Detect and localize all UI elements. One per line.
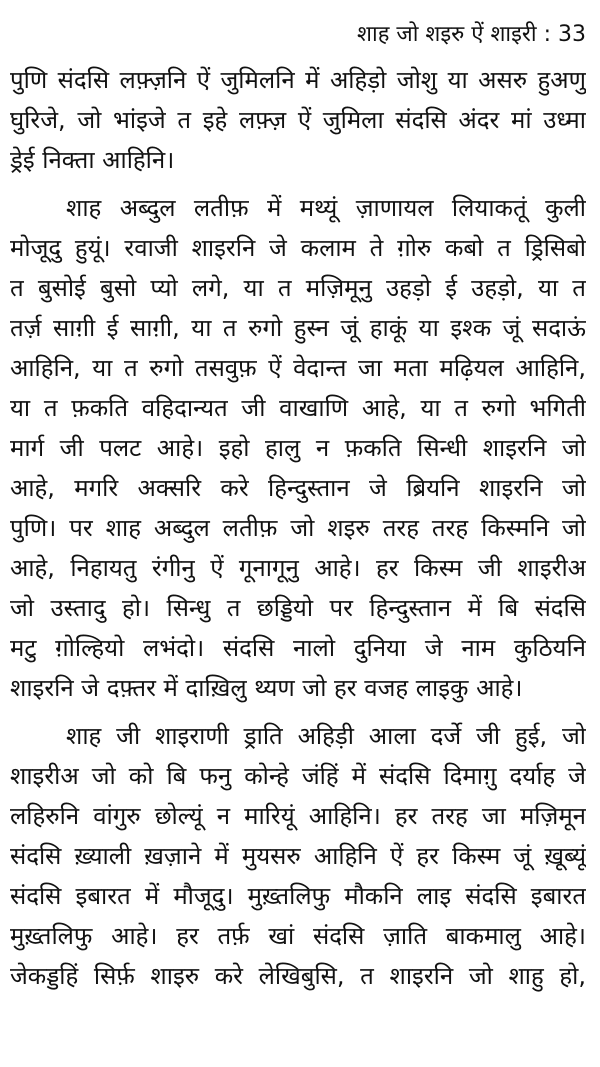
text-line: जेकड्डहिं सिर्फ़ शाइरु करे लेखिबुसि, त शाइरनि जो शाहु हो, bbox=[10, 962, 586, 990]
text-line: शाह अब्दुल लतीफ़ में मथ्यूं ज़ाणायल लियाकतूं कुली bbox=[66, 194, 586, 222]
text-line: आहे, मगरि अक्सरि करे हिन्दुस्तान जे ब्रियनि शाइरनि जो bbox=[10, 474, 586, 502]
text-line: शाइरीअ जो को बि फनु कोन्हे जंहिं में संदसि दिमाग़ु दर्याह जे bbox=[10, 762, 586, 790]
text-line: आहिनि, या त रुगो तसवुफ़ ऐं वेदान्त जा मता मढ़ियल आहिनि, bbox=[10, 354, 586, 382]
text-line: संदसि इबारत में मौजूदु। मुख़्तलिफु मौकनि लाइ संदसि इबारत bbox=[10, 882, 586, 910]
running-head: शाह जो शइरु ऐं शाइरी : 33 bbox=[357, 22, 586, 47]
text-line: मुख़्तलिफु आहे। हर तर्फ़ खां संदसि ज़ाति बाकमालु आहे। bbox=[10, 922, 586, 950]
text-line: संदसि ख़्याली ख़ज़ाने में मुयसरु आहिनि ऐं हर किस्म जूं ख़ूब्यूं bbox=[10, 842, 586, 870]
text-line: ड्रेई निक्ता आहिनि। bbox=[10, 146, 175, 174]
paragraph-1 bbox=[10, 60, 586, 180]
text-line: शाह जी शाइराणी ड्राति अहिड़ी आला दर्जे जी हुई, जो bbox=[66, 722, 586, 750]
text-line: त बुसोई बुसो प्यो लगे, या त मज़िमूनु उहड़ो ई उहड़ो, या त bbox=[10, 274, 586, 302]
paragraph-3 bbox=[10, 716, 586, 996]
text-line: लहिरुनि वांगुरु छोल्यूं न मारियूं आहिनि। हर तरह जा मज़िमून bbox=[10, 802, 586, 830]
text-line: जो उस्तादु हो। सिन्धु त छड्डियो पर हिन्दुस्तान में बि संदसि bbox=[10, 594, 586, 622]
text-line: शाइरनि जे दफ़्तर में दाख़िलु थ्यण जो हर वजह लाइकु आहे। bbox=[10, 674, 523, 702]
text-line: मटु ग़ोल्हियो लभंदो। संदसि नालो दुनिया जे नाम कुठियनि bbox=[10, 634, 586, 662]
text-line: मोजूदु हुयूं। रवाजी शाइरनि जे कलाम ते ग़ोरु कबो त ड्रिसिबो bbox=[10, 234, 586, 262]
text-line: तर्ज़ साग़ी ई साग़ी, या त रुगो हुस्न जूं हाकूं या इश्क जूं सदाऊं bbox=[10, 314, 586, 342]
paragraph-2 bbox=[10, 188, 586, 708]
text-line: पुणि संदसि लफ़्ज़नि ऐं जुमिलनि में अहिड़ो जोशु या असरु हुअणु bbox=[10, 66, 586, 94]
text-line: घुरिजे, जो भांइजे त इहे लफ़्ज़ ऐं जुमिला संदसि अंदर मां उध्मा bbox=[10, 106, 586, 134]
text-line: मार्ग जी पलट आहे। इहो हालु न फ़कति सिन्धी शाइरनि जो bbox=[10, 434, 586, 462]
text-line: आहे, निहायतु रंगीनु ऐं गूनागूनु आहे। हर किस्म जी शाइरीअ bbox=[10, 554, 586, 582]
text-line: या त फ़कति वहिदान्यत जी वाखाणि आहे, या त रुगो भगिती bbox=[10, 394, 586, 422]
text-line: पुणि। पर शाह अब्दुल लतीफ़ जो शइरु तरह तरह किस्मनि जो bbox=[10, 514, 586, 542]
